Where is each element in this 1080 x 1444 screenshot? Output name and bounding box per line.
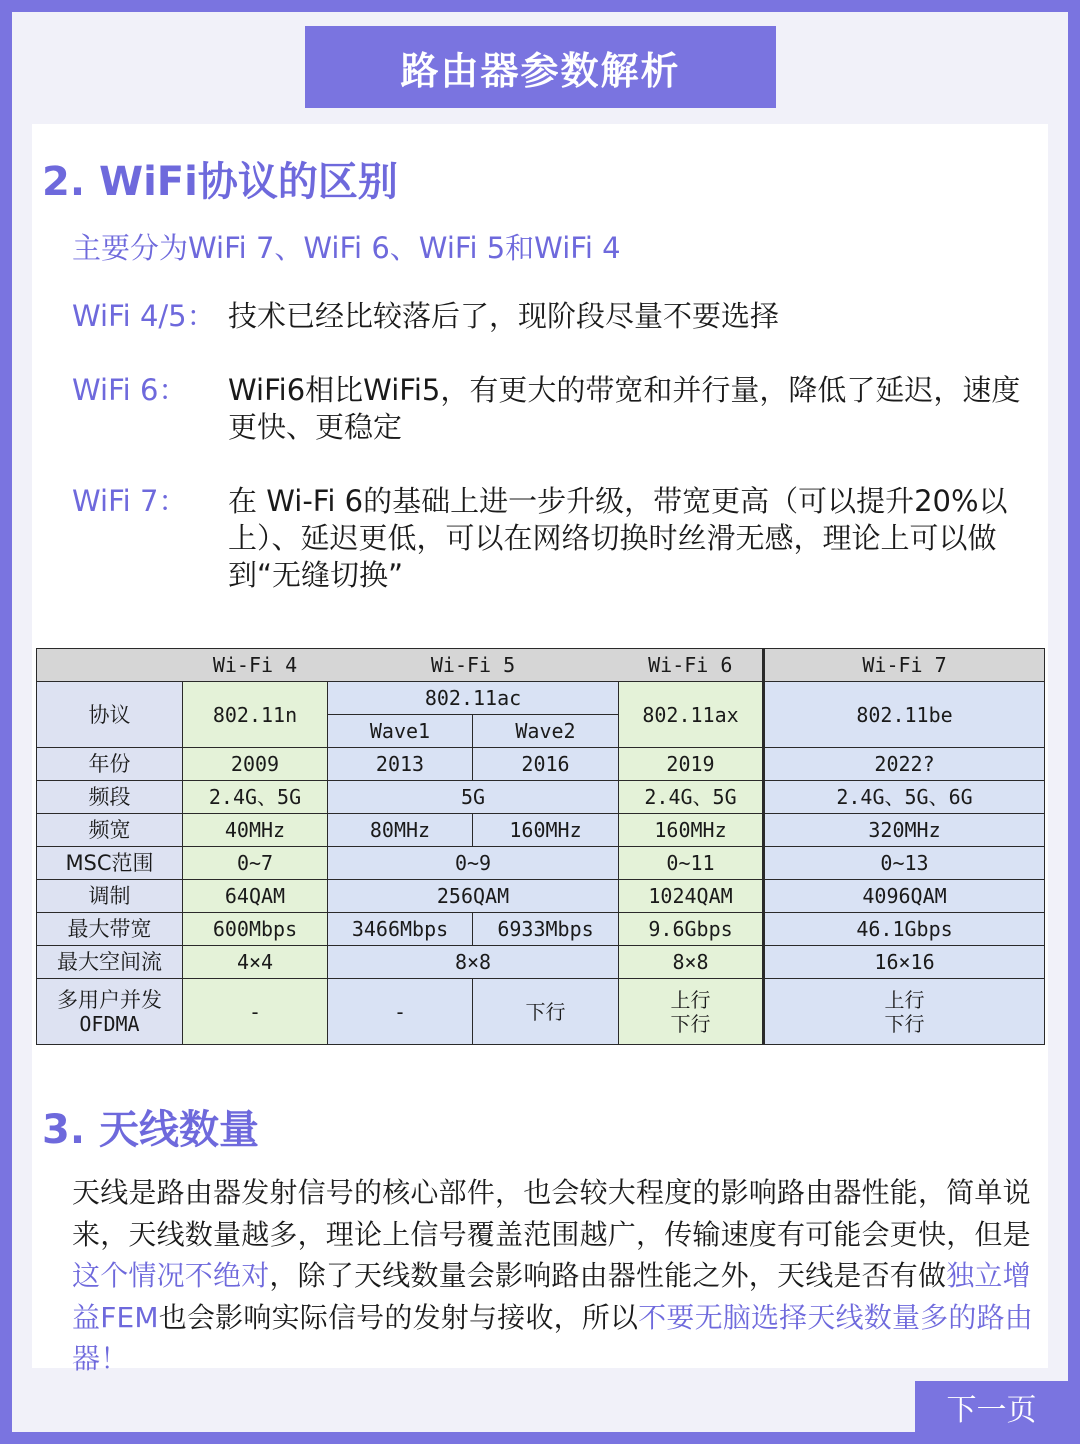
table-cell: 4096QAM [764,880,1045,913]
table-cell: 256QAM [328,880,619,913]
paragraph-text: ，除了天线数量会影响路由器性能之外，天线是否有做 [269,1259,947,1292]
item-label: WiFi 4/5： [72,299,216,333]
table-cell: 2013 [328,748,473,781]
row-label: 年份 [37,748,183,781]
header-cell: Wi-Fi 6 [619,649,764,682]
section-subtitle: 主要分为WiFi 7、WiFi 6、WiFi 5和WiFi 4 [72,231,621,265]
row-label: 频宽 [37,814,183,847]
table-row [37,913,1045,946]
table-cell: 160MHz [619,814,764,847]
table-cell: 802.11n [183,682,328,748]
section-title-antenna: 3. 天线数量 [42,1107,259,1153]
table-row [37,682,1045,715]
header-cell [37,649,183,682]
paragraph-text: 天线是路由器发射信号的核心部件，也会较大程度的影响路由器性能，简单说来，天线数量越多，理论上信号覆盖范围越广，传输速度有可能会更快，但是 [72,1176,1031,1251]
table-cell: Wave1 [328,715,473,748]
table-cell: 6933Mbps [473,913,619,946]
table-row [37,880,1045,913]
table-cell: 4×4 [183,946,328,979]
table-cell: 2016 [473,748,619,781]
table-cell: 8×8 [619,946,764,979]
table-row [37,748,1045,781]
table-row [37,979,1045,1045]
item-text: WiFi6相比WiFi5，有更大的带宽和并行量，降低了延迟，速度更快、更稳定 [228,373,1021,444]
item-label: WiFi 6： [72,373,188,407]
row-label: 频段 [37,781,183,814]
item-text: 技术已经比较落后了，现阶段尽量不要选择 [228,299,780,333]
row-label: 最大空间流 [37,946,183,979]
table-cell: Wave2 [473,715,619,748]
table-cell: 2.4G、5G [183,781,328,814]
paragraph-text: 也会影响实际信号的发射与接收，所以 [158,1300,639,1334]
header-cell: Wi-Fi 7 [764,649,1045,682]
table-cell: 600Mbps [183,913,328,946]
table-cell: 2009 [183,748,328,781]
table-cell: 2.4G、5G、6G [764,781,1045,814]
highlight-text: 这个情况不绝对 [72,1259,270,1292]
table-row [37,814,1045,847]
next-page-button[interactable]: 下一页 [915,1381,1068,1432]
table-cell: 下行 [473,979,619,1045]
table-cell: 80MHz [328,814,473,847]
table-cell: 2.4G、5G [619,781,764,814]
cell-line: 上行 [884,987,925,1012]
table-cell: 5G [328,781,619,814]
table-row [37,847,1045,880]
row-label-line: 多用户并发 [57,987,162,1012]
table-cell [764,979,1045,1045]
item-text: 在 Wi-Fi 6的基础上进一步升级，带宽更高（可以提升20%以上）、延迟更低，可以在网络切换时丝滑无感，理论上可以做到“无缝切换” [228,484,1008,592]
cell-line: 上行 [670,987,711,1012]
antenna-paragraph [72,1172,1042,1380]
cell-line: 下行 [884,1011,925,1036]
item-label: WiFi 7： [72,484,188,518]
table-cell: 3466Mbps [328,913,473,946]
row-label: 最大带宽 [37,913,183,946]
table-cell: 46.1Gbps [764,913,1045,946]
table-cell: 320MHz [764,814,1045,847]
table-row [37,781,1045,814]
table-cell: 40MHz [183,814,328,847]
wifi-comparison-table [36,648,1045,1045]
page-title: 路由器参数解析 [305,26,776,108]
table-cell: 0~13 [764,847,1045,880]
highlight-text: 独立增益FEM [72,1259,1031,1334]
table-cell [619,979,764,1045]
table-cell: 2019 [619,748,764,781]
table-cell: 1024QAM [619,880,764,913]
table-cell: 16×16 [764,946,1045,979]
table-cell: 160MHz [473,814,619,847]
header-cell: Wi-Fi 4 [183,649,328,682]
section-title-protocols: 2. WiFi协议的区别 [42,159,398,205]
table-cell: 0~9 [328,847,619,880]
highlight-text: 不要无脑选择天线数量多的路由器！ [72,1300,1033,1375]
table-cell: 8×8 [328,946,619,979]
table-cell: - [183,979,328,1045]
cell-line: 下行 [670,1011,711,1036]
table-cell: 64QAM [183,880,328,913]
row-label: MSC范围 [37,847,183,880]
row-label [37,979,183,1045]
table-cell: 2022? [764,748,1045,781]
table-cell: 802.11ax [619,682,764,748]
row-label: 协议 [37,682,183,748]
header-cell: Wi-Fi 5 [328,649,619,682]
table-cell: - [328,979,473,1045]
table-cell: 9.6Gbps [619,913,764,946]
table-cell: 802.11ac [328,682,619,715]
table-header-row [37,649,1045,682]
table-cell: 802.11be [764,682,1045,748]
row-label: 调制 [37,880,183,913]
row-label-line: OFDMA [79,1011,140,1036]
table-cell: 0~7 [183,847,328,880]
table-cell: 0~11 [619,847,764,880]
table-row [37,946,1045,979]
